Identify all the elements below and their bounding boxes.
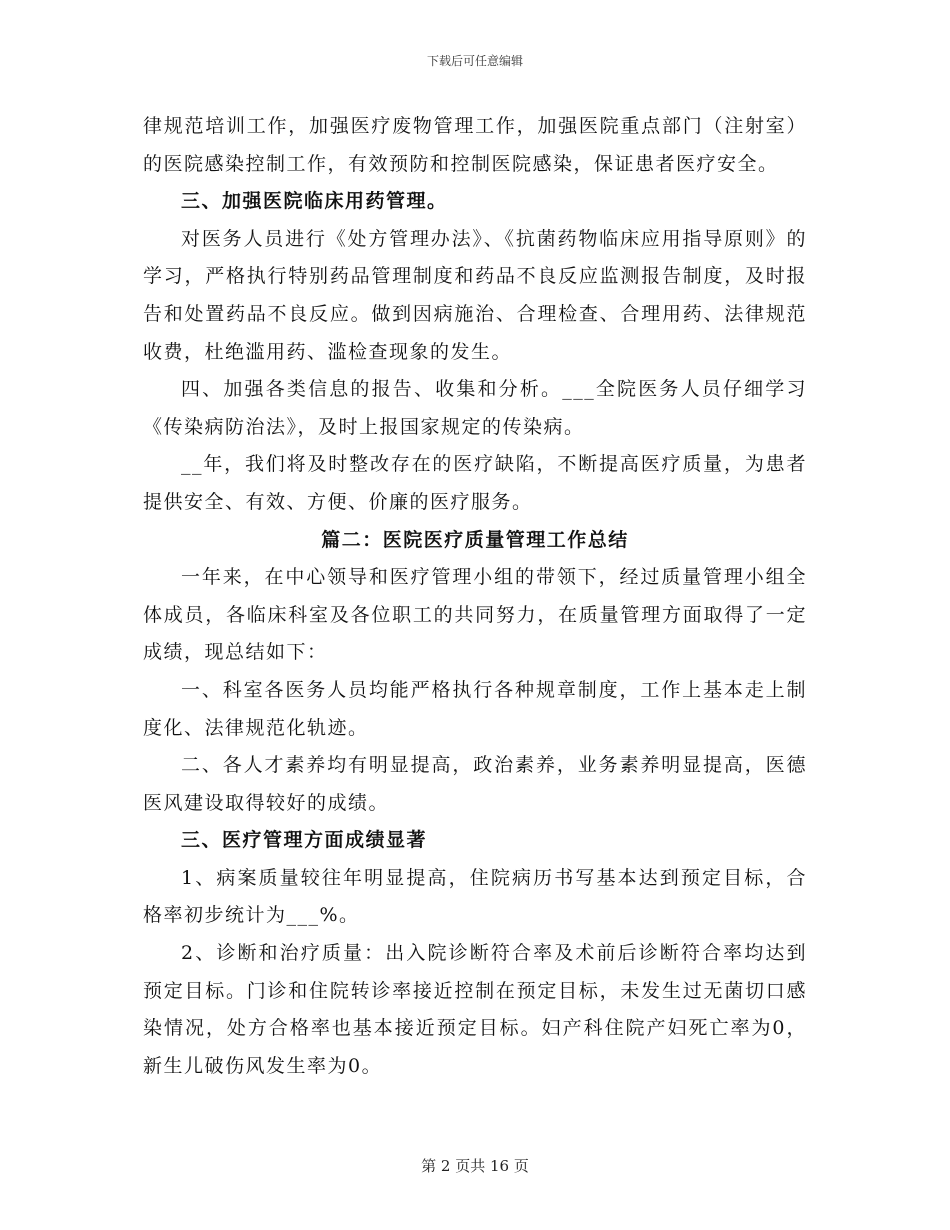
- chapter-title: 篇二：医院医疗质量管理工作总结: [321, 528, 629, 551]
- paragraph-rules: 一、科室各医务人员均能严格执行各种规章制度，工作上基本走上制度化、法律规范化轨迹。: [143, 678, 807, 739]
- document-body: [143, 108, 807, 1085]
- paragraph-medical-records: 1、病案质量较往年明显提高，住院病历书写基本达到预定目标，合格率初步统计为___%。: [143, 866, 807, 927]
- paragraph-drug-management: 对医务人员进行《处方管理办法》、《抗菌药物临床应用指导原则》的学习，严格执行特别药品管理制度和药品不良反应监测报告制度，及时报告和处置药品不良反应。做到因病施治、合理检查、合理用药、法律规范收费，杜绝滥用药、滥检查现象的发生。: [143, 227, 807, 363]
- page-header-note: 下载后可任意编辑: [426, 54, 523, 68]
- paragraph-intro: 一年来，在中心领导和医疗管理小组的带领下，经过质量管理小组全体成员，各临床科室及各位职工的共同努力，在质量管理方面取得了一定成绩，现总结如下：: [143, 566, 807, 664]
- paragraph-diagnosis: 2、诊断和治疗质量：出入院诊断符合率及术前后诊断符合率均达到预定目标。门诊和住院转诊率接近控制在预定目标，未发生过无菌切口感染情况，处方合格率也基本接近预定目标。妇产科住院产妇死亡率为0，新生儿破伤风发生率为0。: [143, 942, 807, 1077]
- paragraph-continuation: 律规范培训工作，加强医疗废物管理工作，加强医院重点部门（注射室）的医院感染控制工作，有效预防和控制医院感染，保证患者医疗安全。: [143, 115, 807, 175]
- section-heading-clinical-drug: 三、加强医院临床用药管理。: [181, 190, 448, 213]
- section-heading-achievements: 三、医疗管理方面成绩显著: [181, 829, 428, 852]
- paragraph-quality: 二、各人才素养均有明显提高，政治素养，业务素养明显提高，医德医风建设取得较好的成绩。: [143, 754, 807, 814]
- paragraph-information-reporting: 四、加强各类信息的报告、收集和分析。___全院医务人员仔细学习《传染病防治法》，及时上报国家规定的传染病。: [143, 378, 807, 438]
- paragraph-future-plan: __年，我们将及时整改存在的医疗缺陷，不断提高医疗质量，为患者提供安全、有效、方便、价廉的医疗服务。: [143, 453, 807, 513]
- page-number: 第 2 页共 16 页: [421, 1157, 529, 1175]
